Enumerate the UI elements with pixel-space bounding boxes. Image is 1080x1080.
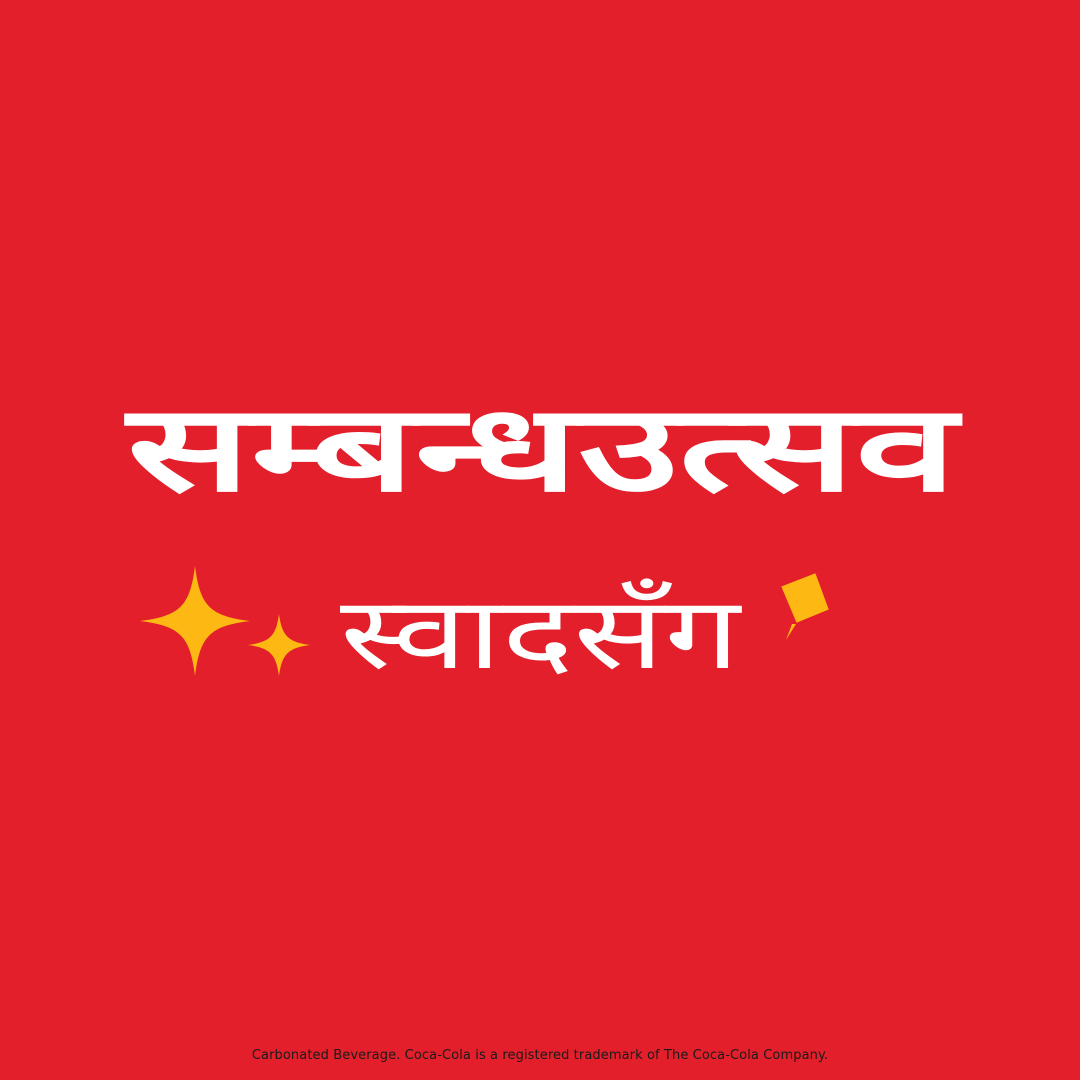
subline-svg [330,566,750,686]
subline-group [140,560,840,690]
headline-lettering [120,368,965,553]
sparkle-small-icon [248,614,310,676]
subline-text: स्वादसँग [340,575,743,686]
subline-lettering [330,566,750,686]
headline-svg [120,368,965,553]
sparkle-icon [140,566,250,676]
kite-icon [772,566,844,644]
headline-text: सम्बन्धउत्सव [123,380,964,519]
legal-disclaimer: Carbonated Beverage. Coca-Cola is a registered trademark of The Coca-Cola Company. [251,1048,829,1063]
